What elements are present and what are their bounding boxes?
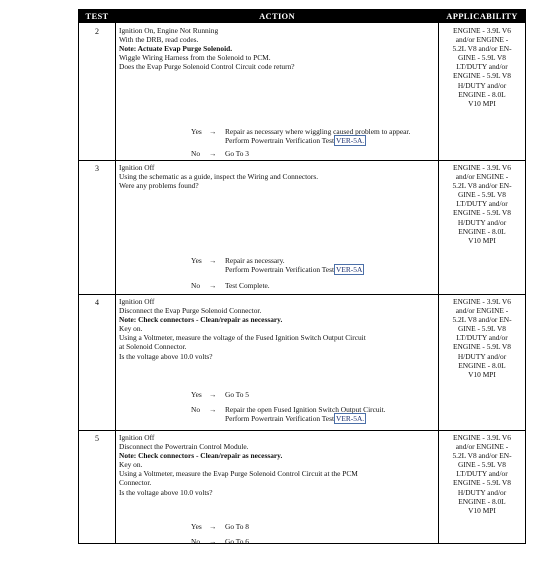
action-note: Note: Actuate Evap Purge Solenoid. [119,44,233,54]
header-applicability: APPLICABILITY [446,11,518,21]
applicability-line: GINE - 5.9L V8 [457,190,507,200]
applicability-line: ENGINE - 3.9L V6 [453,297,511,306]
action-note: Note: Check connectors - Clean/repair as necessary. [119,451,283,461]
branch-result [225,127,410,145]
branch-line: Perform Powertrain Verification Test VER-5A. [225,414,365,424]
action-line: Ignition Off [119,297,155,306]
test-number: 4 [95,298,99,307]
applicability-line: LT/DUTY and/or [456,469,508,479]
branch-yes [191,127,431,145]
applicability-line: ENGINE - 8.0L [458,360,506,370]
action-line: Key on. [119,324,143,334]
applicability-line: ENGINE - 3.9L V6 [453,163,511,172]
test-row-5 [79,430,525,544]
row-divider [79,294,525,295]
applicability-line: ENGINE - 5.9L V8 [453,71,511,81]
test-number: 2 [95,27,99,36]
action-text [119,163,437,190]
branch-line: Repair the open Fused Ignition Switch Output Circuit. [225,405,386,414]
applicability-line: ENGINE - 5.9L V8 [453,478,511,488]
branch-answer: Yes [191,390,202,399]
action-line: With the DRB, read codes. [119,35,199,45]
action-line: Using a Voltmeter, measure the Evap Purge Solenoid Control Circuit at the PCM [119,469,358,479]
branch-line: Perform Powertrain Verification Test VER-5A. [225,136,365,146]
applicability-line: ENGINE - 8.0L [458,89,506,99]
applicability-line: GINE - 5.9L V8 [457,460,507,470]
action-line: Ignition Off [119,163,155,172]
action-line: Disconnect the Evap Purge Solenoid Connector. [119,306,262,316]
diagnostic-table [78,9,526,544]
arrow-icon: → [209,149,217,158]
branch-answer: Yes [191,127,202,136]
verification-test-link[interactable]: VER-5A. [336,414,365,424]
applicability-line: ENGINE - 8.0L [458,226,506,236]
branch-line: Repair as necessary. [225,256,285,265]
branch-answer: No [191,149,201,158]
branch-yes [191,522,431,531]
action-line: Ignition On, Engine Not Running [119,26,219,35]
branch-result [225,149,249,158]
applicability-line: ENGINE - 3.9L V6 [453,26,511,35]
applicability-line: H/DUTY and/or [457,80,507,90]
table-header [79,10,525,23]
branch-answer: No [191,405,201,414]
applicability-line: V10 MPI [468,235,496,245]
branch-no [191,281,431,290]
branch-line: Test Complete. [225,281,270,290]
applicability-line: H/DUTY and/or [457,487,507,497]
test-row-2 [79,23,525,160]
applicability-text [440,297,524,379]
action-line: Disconnect the Powertrain Control Module. [119,442,249,452]
branch-no [191,405,431,423]
header-action: ACTION [259,11,295,21]
applicability-line: ENGINE - 8.0L [458,496,506,506]
branch-answer: Yes [191,256,202,265]
arrow-icon: → [209,256,217,265]
row-divider [79,160,525,161]
branch-line: Go To 6 [225,537,249,546]
branch-result [225,281,270,290]
verification-test-link[interactable]: VER-5A. [336,136,365,146]
applicability-line: V10 MPI [468,98,496,108]
applicability-line: and/or ENGINE - [455,442,509,452]
applicability-line: V10 MPI [468,369,496,379]
applicability-line: 5.2L V8 and/or EN- [452,181,512,191]
applicability-line: ENGINE - 5.9L V8 [453,208,511,218]
branch-line: Go To 3 [225,149,249,158]
arrow-icon: → [209,405,217,414]
branch-result [225,537,249,546]
branch-answer: Yes [191,522,202,531]
applicability-line: LT/DUTY and/or [456,62,508,72]
branch-yes [191,256,431,274]
branch-line: Repair as necessary where wiggling caused problem to appear. [225,127,411,136]
applicability-line: V10 MPI [468,505,496,515]
action-line: Key on. [119,460,143,470]
branch-result [225,390,249,399]
applicability-line: and/or ENGINE - [455,35,509,45]
header-test: TEST [85,11,109,21]
arrow-icon: → [209,390,217,399]
branch-result [225,405,386,423]
applicability-line: 5.2L V8 and/or EN- [452,44,512,54]
applicability-line: 5.2L V8 and/or EN- [452,451,512,461]
branch-answer: No [191,281,201,290]
test-number: 3 [95,164,99,173]
action-line: Connector. [119,478,152,488]
arrow-icon: → [209,281,217,290]
row-divider [79,430,525,431]
applicability-line: GINE - 5.9L V8 [457,324,507,334]
action-line: Is the voltage above 10.0 volts? [119,487,213,497]
applicability-line: ENGINE - 3.9L V6 [453,433,511,442]
branch-yes [191,390,431,399]
applicability-text [440,26,524,108]
applicability-line: and/or ENGINE - [455,172,509,182]
action-line: Using a Voltmeter, measure the voltage of the Fused Ignition Switch Output Circuit [119,333,366,343]
branch-no [191,149,431,158]
action-line: Using the schematic as a guide, inspect the Wiring and Connectors. [119,172,319,182]
applicability-text [440,433,524,515]
branch-result [225,256,364,274]
test-number: 5 [95,434,99,443]
action-text [119,297,437,361]
branch-line: Go To 8 [225,522,249,531]
branch-result [225,522,249,531]
branch-no [191,537,431,546]
arrow-icon: → [209,537,217,546]
applicability-text [440,163,524,245]
applicability-line: and/or ENGINE - [455,306,509,316]
arrow-icon: → [209,522,217,531]
applicability-line: 5.2L V8 and/or EN- [452,315,512,325]
branch-answer: No [191,537,201,546]
applicability-line: LT/DUTY and/or [456,333,508,343]
action-line: Does the Evap Purge Solenoid Control Circuit code return? [119,62,295,72]
test-row-3 [79,160,525,294]
action-line: Is the voltage above 10.0 volts? [119,351,213,361]
arrow-icon: → [209,127,217,136]
action-line: at Solenoid Connector. [119,342,187,352]
applicability-line: LT/DUTY and/or [456,199,508,209]
action-note: Note: Check connectors - Clean/repair as necessary. [119,315,283,325]
action-text [119,433,437,497]
branch-line: Go To 5 [225,390,249,399]
applicability-line: GINE - 5.9L V8 [457,53,507,63]
verification-test-link[interactable]: VER-5A [336,265,363,275]
applicability-line: ENGINE - 5.9L V8 [453,342,511,352]
action-line: Were any problems found? [119,181,199,191]
action-text [119,26,437,71]
action-line: Ignition Off [119,433,155,442]
applicability-line: H/DUTY and/or [457,217,507,227]
applicability-line: H/DUTY and/or [457,351,507,361]
branch-line: Perform Powertrain Verification Test VER-5A [225,265,363,275]
action-line: Wiggle Wiring Harness from the Solenoid to PCM. [119,53,271,63]
test-row-4 [79,294,525,430]
